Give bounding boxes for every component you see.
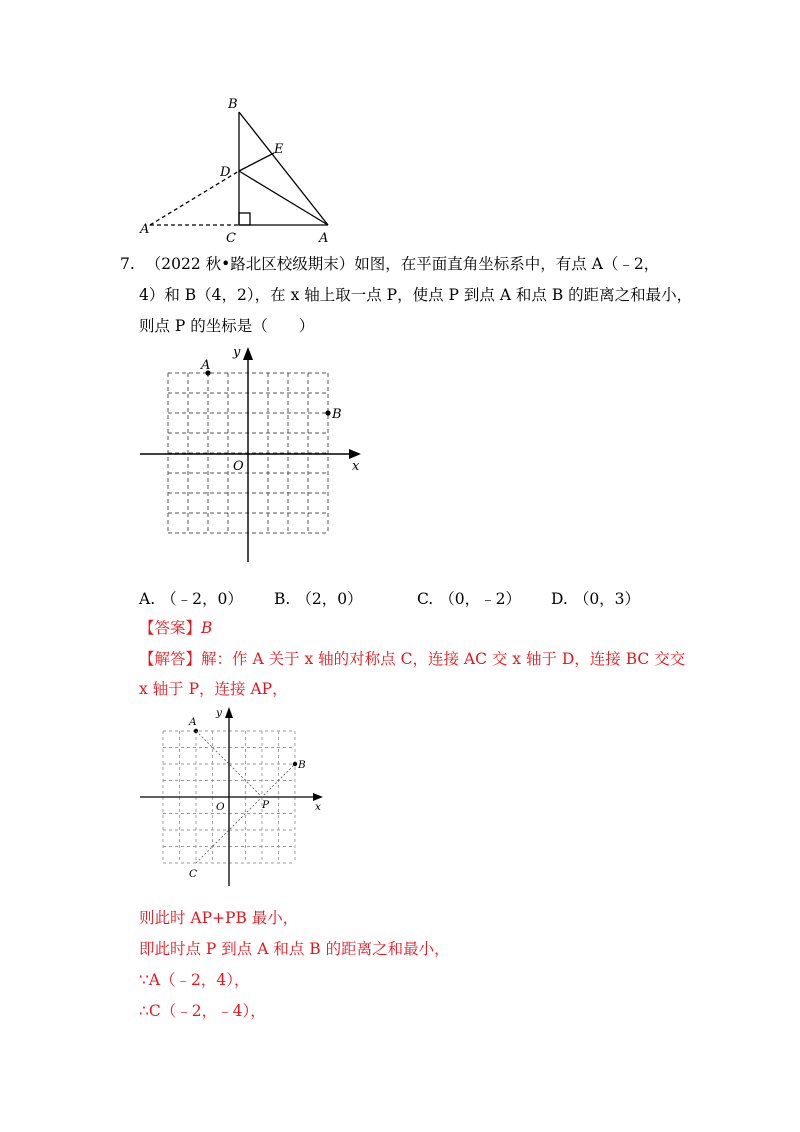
option-D: D. （0，3）	[551, 590, 641, 608]
question-line-2: 4）和 B（4，2），在 x 轴上取一点 P，使点 P 到点 A 和点 B 的距离之和最小，	[139, 286, 693, 304]
answer-tag: 【答案】	[139, 619, 202, 637]
question-text-line-1: 如图，在平面直角坐标系中，有点 A（﹣2，	[354, 255, 660, 273]
origin-label: O	[233, 459, 244, 474]
solution-tag: 【解答】	[139, 650, 202, 668]
sol-origin-label: O	[216, 801, 225, 813]
option-A: A. （﹣2，0）	[139, 590, 243, 608]
label-E: E	[274, 142, 284, 157]
sol-point-A-label: A	[189, 716, 197, 728]
solution-step-1: 则此时 AP+PB 最小，	[139, 909, 299, 927]
option-B: B. （2，0）	[274, 590, 363, 608]
solution-step-2: 即此时点 P 到点 A 和点 B 的距离之和最小，	[139, 940, 450, 958]
sol-axis-label-y: y	[216, 707, 222, 719]
point-B-label: B	[332, 407, 342, 422]
sol-axis-label-x: x	[315, 801, 321, 813]
label-D: D	[220, 165, 231, 180]
sol-point-C-label: C	[189, 868, 198, 880]
axis-label-x: x	[352, 459, 360, 474]
question-line-3: 则点 P 的坐标是（ ）	[139, 317, 315, 335]
label-C: C	[226, 231, 236, 246]
solution-step-4: ∴C（﹣2，﹣4），	[139, 1002, 266, 1020]
question-source: （2022 秋•路北区校级期末）	[145, 255, 355, 273]
solution-line-2: x 轴于 P，连接 AP，	[139, 680, 288, 698]
sol-point-B-label: B	[298, 759, 306, 771]
option-C: C. （0，﹣2）	[417, 590, 521, 608]
point-A-label: A	[201, 358, 211, 373]
axis-label-y: y	[233, 345, 241, 360]
label-A-prime: A′	[140, 222, 153, 237]
question-number: 7.	[120, 255, 135, 273]
solution-text-1: 解：作 A 关于 x 轴的对称点 C，连接 AC 交 x 轴于 D，连接 BC 交交	[201, 650, 686, 668]
label-B: B	[228, 97, 238, 112]
sol-point-P-label: P	[262, 799, 270, 811]
solution-step-3: ∵A（﹣2，4），	[139, 971, 250, 989]
answer-value: B	[201, 619, 213, 637]
label-A: A	[319, 231, 329, 246]
